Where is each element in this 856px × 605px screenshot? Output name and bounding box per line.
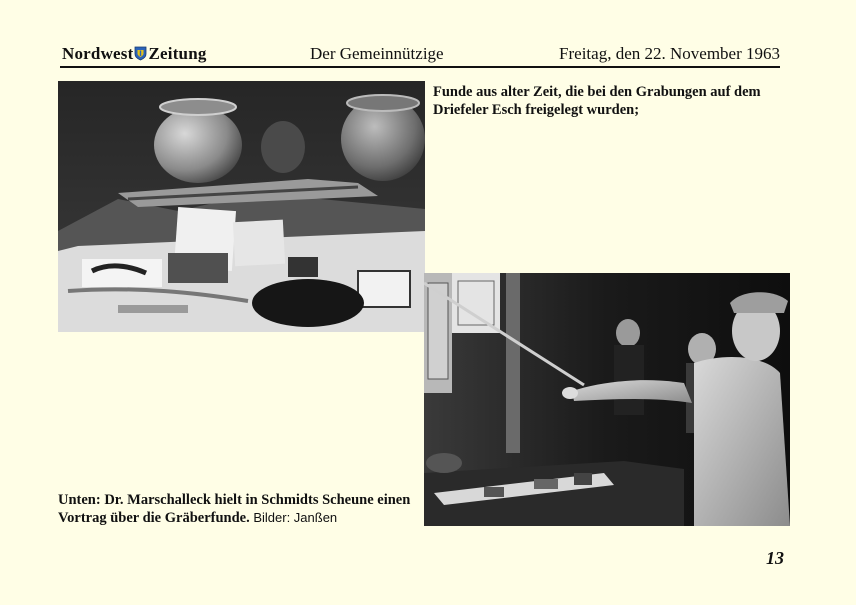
crest-icon — [134, 46, 147, 66]
caption-lecture-text: Unten: Dr. Marschalleck hielt in Schmidts Scheune einen Vortrag über die Gräberfunde. — [58, 492, 411, 526]
excavation-finds-photo — [58, 81, 425, 332]
section-title: Der Gemeinnützige — [310, 44, 444, 63]
caption-lecture — [58, 491, 420, 527]
issue-date: Freitag, den 22. November 1963 — [559, 44, 780, 63]
masthead-zeitung: Zeitung — [148, 44, 207, 63]
newspaper-masthead — [62, 44, 207, 66]
photo-credit: Bilder: Janßen — [253, 510, 338, 525]
page-header — [60, 40, 780, 68]
masthead-nordwest: Nordwest — [62, 44, 134, 63]
page-number: 13 — [766, 548, 784, 568]
caption-excavation-finds: Funde aus alter Zeit, die bei den Grabungen auf dem Driefeler Esch freigelegt wurden; — [433, 84, 761, 118]
lecture-photo — [424, 273, 790, 526]
